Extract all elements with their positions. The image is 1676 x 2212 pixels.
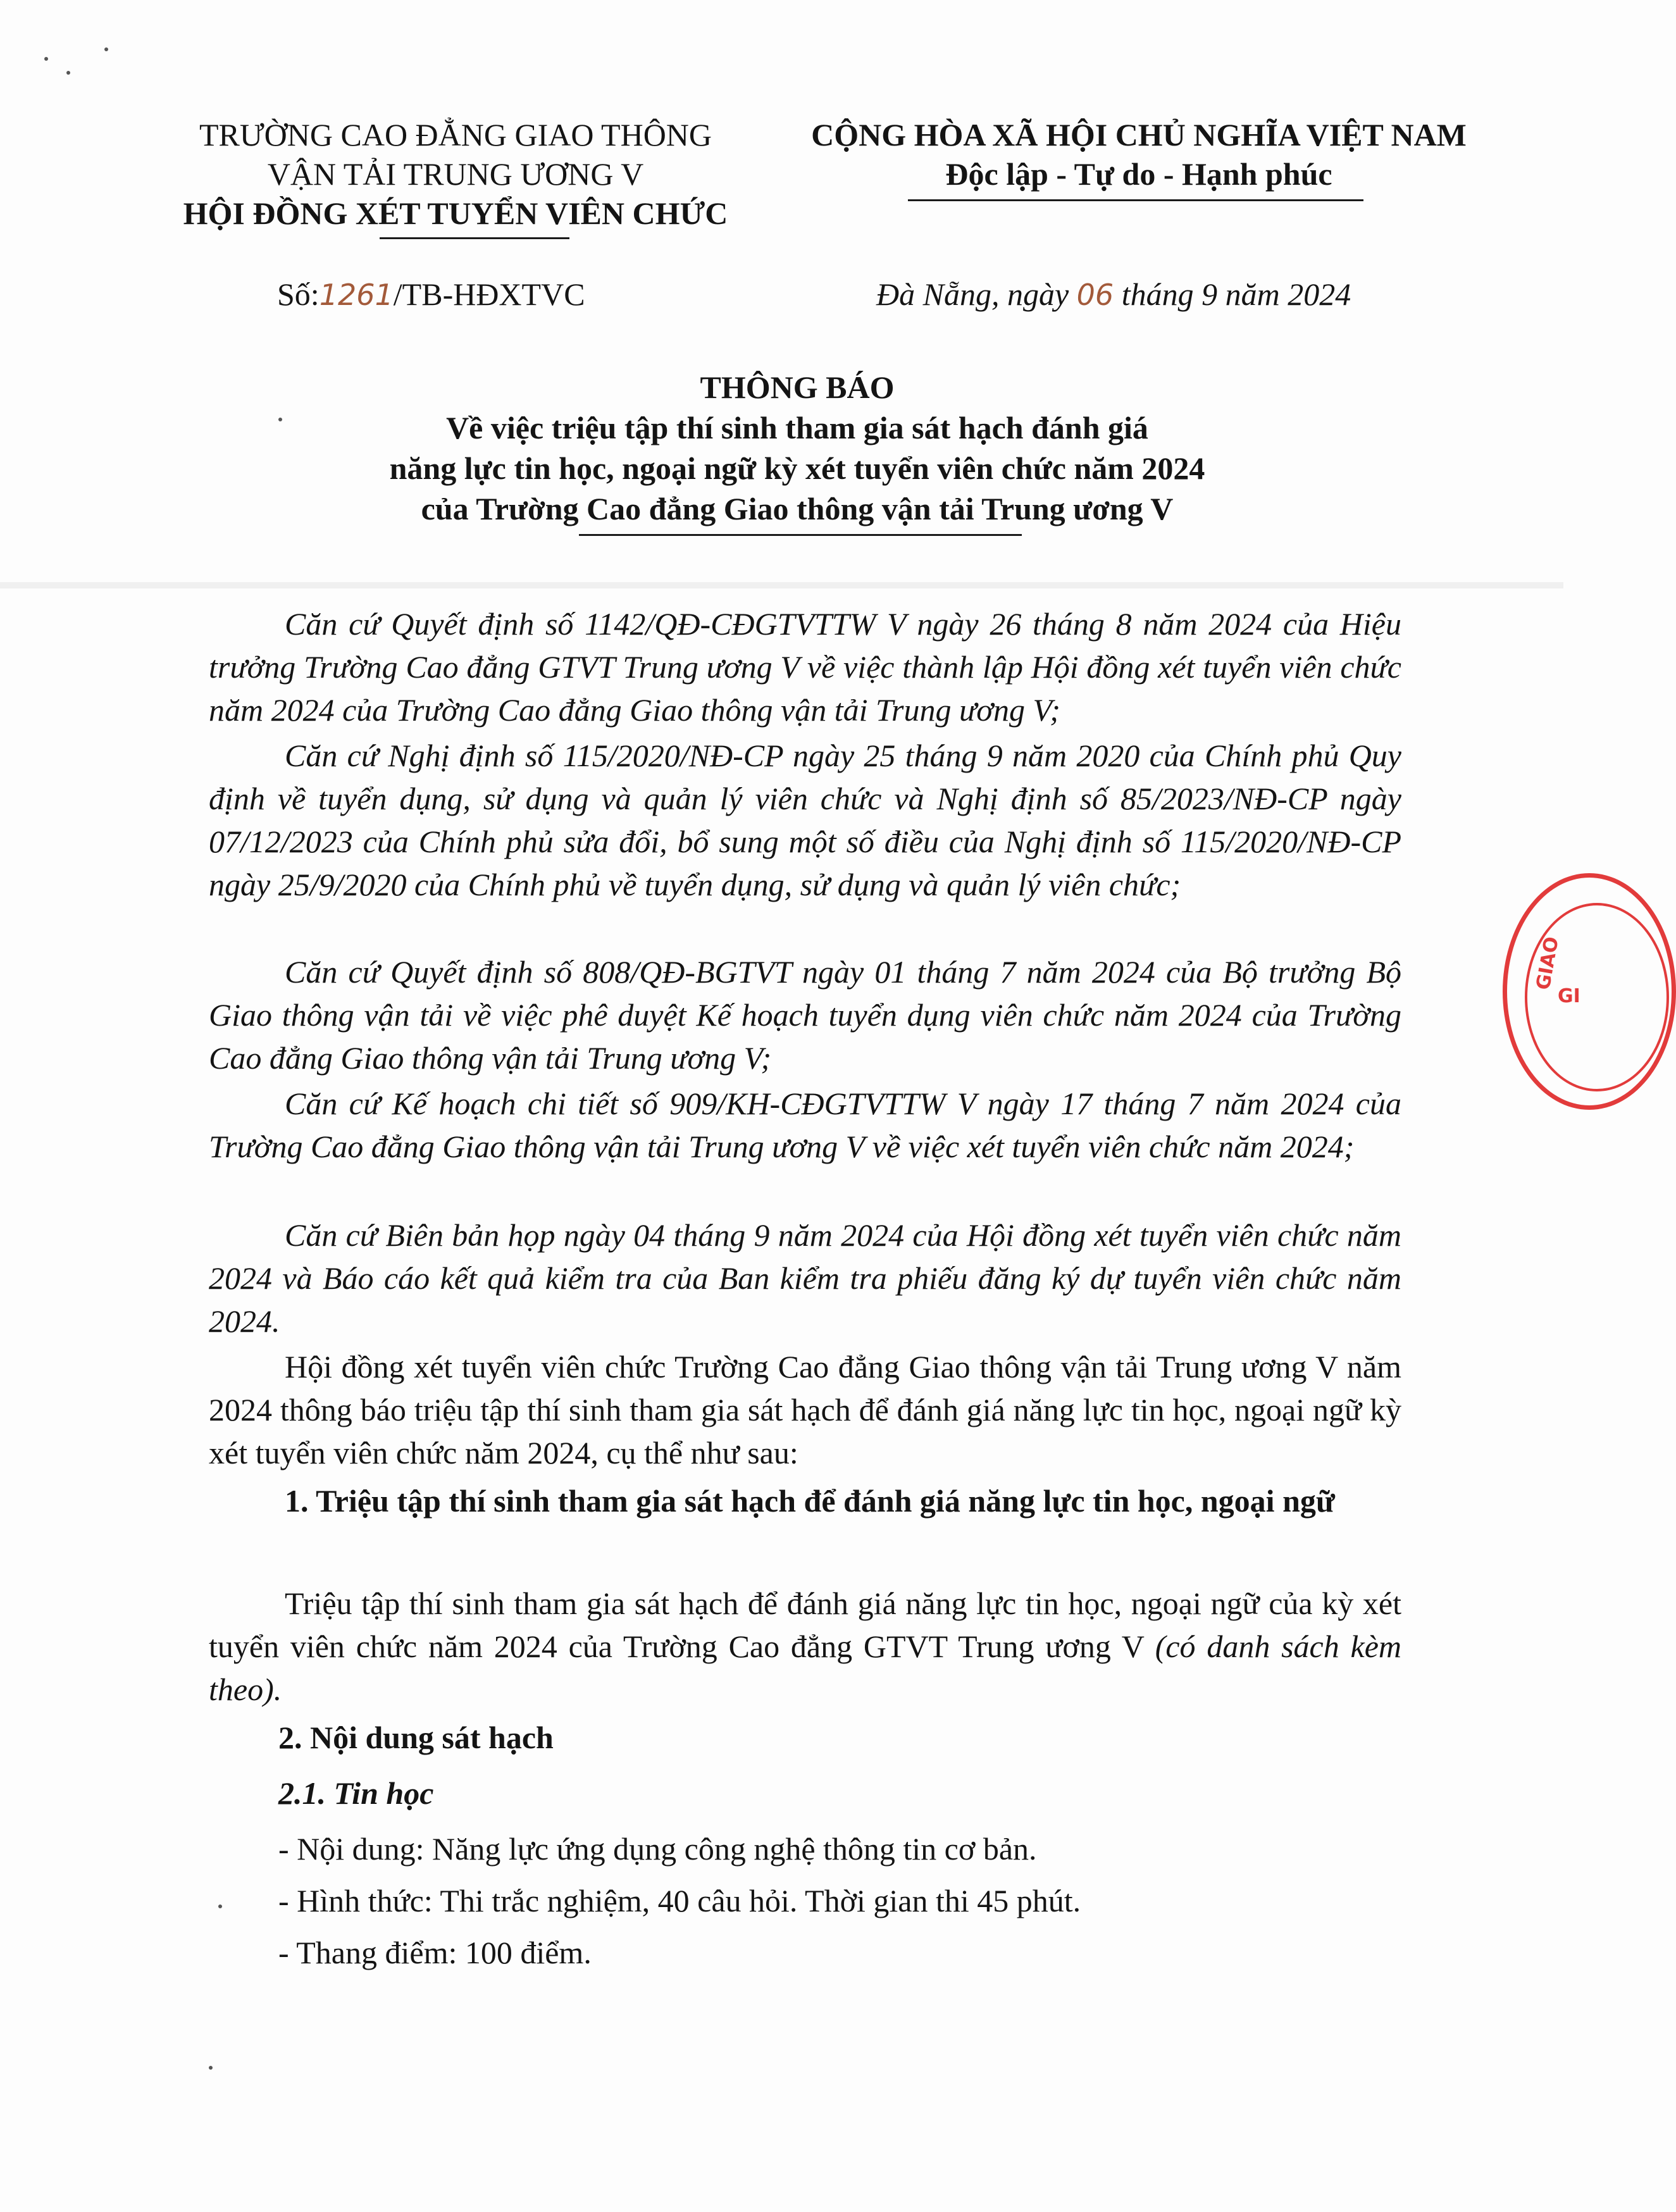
document-number	[277, 275, 585, 314]
section-1-note: (có danh sách kèm theo).	[209, 1629, 1401, 1707]
content-item: - Nội dung: Năng lực ứng dụng công nghệ thông tin cơ bản.	[278, 1831, 1037, 1867]
council-underline	[380, 237, 569, 239]
section-1-body: Triệu tập thí sinh tham gia sát hạch để đánh giá năng lực tin học, ngoại ngữ của kỳ xét tuyển viên chức năm 2024 của Trường Cao đẳng GTVT Trung ương V	[209, 1586, 1401, 1664]
scan-speck	[218, 1904, 222, 1908]
seal-text: GI	[1558, 985, 1580, 1007]
title-underline	[579, 534, 1022, 536]
title-main: THÔNG BÁO	[700, 370, 895, 405]
legal-basis-1: Căn cứ Quyết định số 1142/QĐ-CĐGTVTTW V ngày 26 tháng 8 năm 2024 của Hiệu trưởng Trường Cao đẳng GTVT Trung ương V về việc thành lập Hội đồng xét tuyển viên chức năm 2024 của Trường Cao đẳng Giao thông vận tải Trung ương V;	[209, 606, 1401, 728]
national-motto: Độc lập - Tự do - Hạnh phúc	[945, 156, 1332, 192]
title-subject-line-1: Về việc triệu tập thí sinh tham gia sát hạch đánh giá	[446, 410, 1148, 445]
legal-basis-4: Căn cứ Kế hoạch chi tiết số 909/KH-CĐGTVTTW V ngày 17 tháng 7 năm 2024 của Trường Cao đẳng Giao thông vận tải Trung ương V về việc xét tuyển viên chức năm 2024;	[209, 1086, 1401, 1164]
organization-line-2: VẬN TẢI TRUNG ƯƠNG V	[267, 156, 644, 192]
legal-basis-5: Căn cứ Biên bản họp ngày 04 tháng 9 năm 2024 của Hội đồng xét tuyển viên chức năm 2024 và Báo cáo kết quả kiểm tra của Ban kiểm tra phiếu đăng ký dự tuyển viên chức năm 2024.	[209, 1217, 1401, 1339]
format-item: - Hình thức: Thi trắc nghiệm, 40 câu hỏi. Thời gian thi 45 phút.	[278, 1883, 1081, 1918]
legal-basis-2: Căn cứ Nghị định số 115/2020/NĐ-CP ngày 25 tháng 9 năm 2020 của Chính phủ Quy định về tuyển dụng, sử dụng và quản lý viên chức và Nghị định số 85/2023/NĐ-CP ngày 07/12/2023 của Chính phủ sửa đổi, bổ sung một số điều của Nghị định số 115/2020/NĐ-CP ngày 25/9/2020 của Chính phủ về tuyển dụng, sử dụng và quản lý viên chức;	[209, 738, 1401, 902]
national-title: CỘNG HÒA XÃ HỘI CHỦ NGHĨA VIỆT NAM	[811, 117, 1467, 152]
number-prefix: Số:	[277, 276, 320, 312]
section-2-heading: 2. Nội dung sát hạch	[278, 1720, 554, 1755]
section-1-heading: 1. Triệu tập thí sinh tham gia sát hạch để đánh giá năng lực tin học, ngoại ngữ	[285, 1483, 1335, 1519]
scan-artifact	[0, 582, 1563, 588]
seal-inner-ring	[1525, 903, 1669, 1091]
organization-name	[127, 115, 785, 233]
handwritten-number: 1261	[319, 278, 394, 312]
document-date	[876, 275, 1351, 314]
scale-item: - Thang điểm: 100 điểm.	[278, 1935, 592, 1970]
document-title	[190, 367, 1405, 529]
motto-underline	[908, 199, 1363, 201]
red-seal-stamp	[1503, 873, 1676, 1110]
legal-basis-3: Căn cứ Quyết định số 808/QĐ-BGTVT ngày 01 tháng 7 năm 2024 của Bộ trưởng Bộ Giao thông vận tải về việc phê duyệt Kế hoạch tuyển dụng viên chức năm 2024 của Trường Cao đẳng Giao thông vận tải Trung ương V;	[209, 954, 1401, 1076]
date-suffix: tháng 9 năm 2024	[1121, 276, 1351, 312]
section-1-text	[209, 1582, 1401, 1711]
scan-speck	[66, 71, 70, 75]
handwritten-day: 06	[1076, 278, 1114, 312]
scan-speck	[104, 47, 108, 51]
title-subject-line-3: của Trường Cao đẳng Giao thông vận tải Trung ương V	[421, 491, 1174, 526]
scan-speck	[209, 2066, 213, 2070]
number-suffix: /TB-HĐXTVC	[393, 276, 585, 312]
section-2-1-heading: 2.1. Tin học	[278, 1775, 434, 1811]
date-prefix: Đà Nẵng, ngày	[876, 276, 1069, 312]
scan-speck	[44, 57, 48, 61]
seal-text: GIAO	[1532, 935, 1563, 992]
council-name: HỘI ĐỒNG XÉT TUYỂN VIÊN CHỨC	[183, 196, 728, 231]
national-heading	[778, 115, 1499, 194]
intro-paragraph: Hội đồng xét tuyển viên chức Trường Cao đẳng Giao thông vận tải Trung ương V năm 2024 thông báo triệu tập thí sinh tham gia sát hạch để đánh giá năng lực tin học, ngoại ngữ kỳ xét tuyển viên chức năm 2024, cụ thể như sau:	[209, 1349, 1401, 1470]
title-subject-line-2: năng lực tin học, ngoại ngữ kỳ xét tuyển viên chức năm 2024	[389, 450, 1205, 486]
organization-line-1: TRƯỜNG CAO ĐẲNG GIAO THÔNG	[199, 117, 712, 152]
